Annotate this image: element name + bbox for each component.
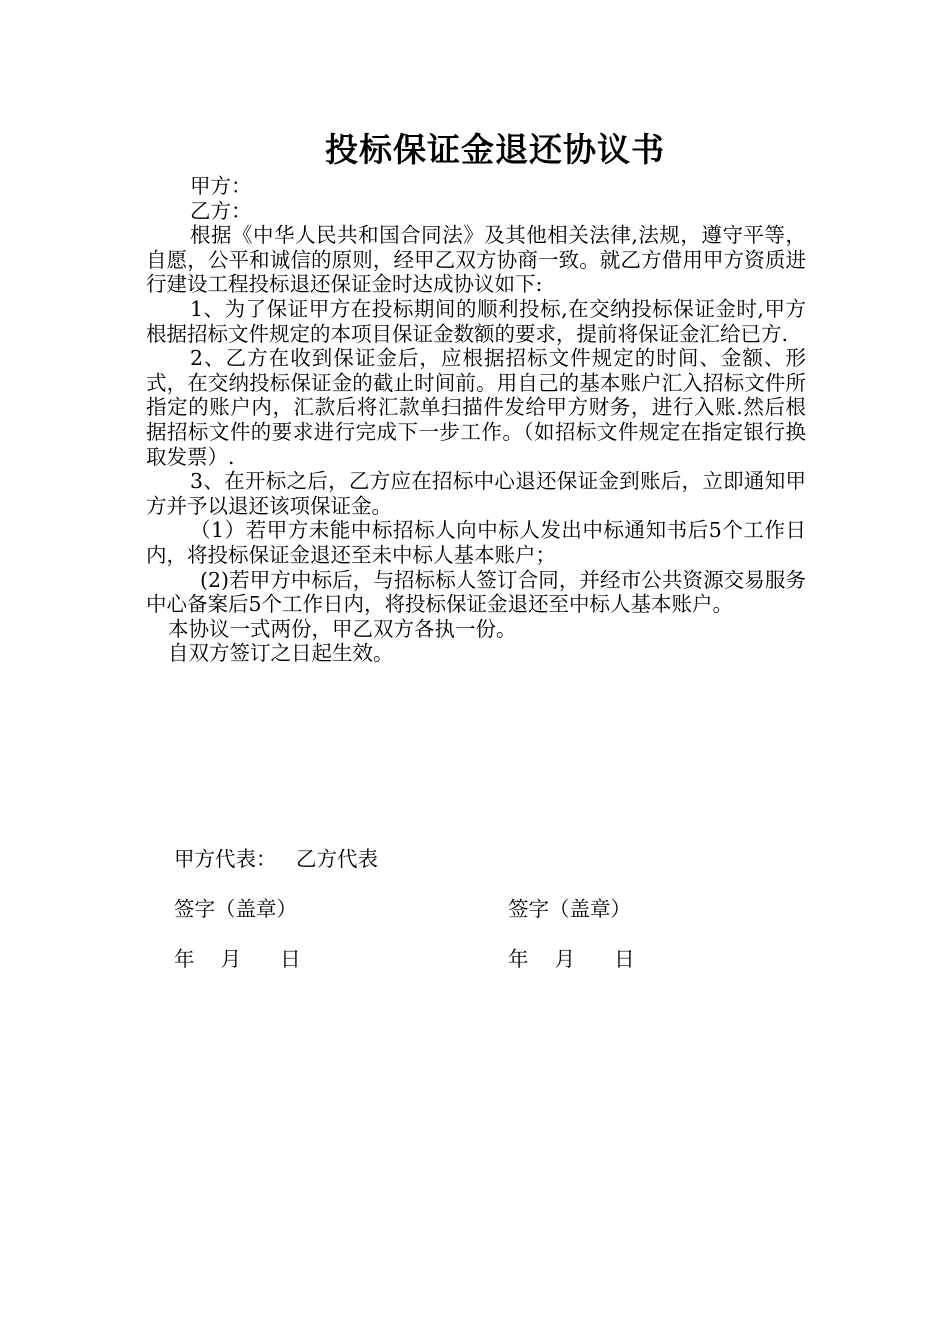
representatives-line: 甲方代表： 乙方代表 [174,847,379,871]
paragraph-sub-2: (2)若甲方中标后，与招标标人签订合同，并经市公共资源交易服务中心备案后5个工作日内，将投标保证金退还至中标人基本账户。 [146,567,806,617]
party-b-label: 乙方： [190,198,252,223]
paragraph-clause-1: 1、为了保证甲方在投标期间的顺利投标,在交纳投标保证金时,甲方根据招标文件规定的本项目保证金数额的要求，提前将保证金汇给已方. [146,296,806,346]
party-b-date: 年 月 日 [508,947,635,971]
paragraph-clause-2: 2、乙方在收到保证金后，应根据招标文件规定的时间、金额、形式，在交纳投标保证金的截止时间前。用自己的基本账户汇入招标文件所指定的账户内，汇款后将汇款单扫描件发给甲方财务，进行入账.然后根据招标文件的要求进行完成下一步工作。（如招标文件规定在指定银行换取发票）. [146,346,806,469]
party-a-signature: 签字（盖章） [174,897,297,921]
paragraph-sub-1: （1）若甲方未能中标招标人向中标人发出中标通知书后5个工作日内，将投标保证金退还至未中标人基本账户； [146,518,806,567]
paragraph-intro: 根据《中华人民共和国合同法》及其他相关法律,法规，遵守平等，自愿，公平和诚信的原则，经甲乙双方协商一致。就乙方借用甲方资质进行建设工程投标退还保证金时达成协议如下: [146,223,806,297]
document-title: 投标保证金退还协议书 [325,130,665,169]
party-a-label: 甲方： [190,174,252,198]
paragraph-copies: 本协议一式两份，甲乙双方各执一份。 [168,616,517,641]
party-a-date: 年 月 日 [174,947,301,971]
paragraph-clause-3: 3、在开标之后，乙方应在招标中心退还保证金到账后，立即通知甲方并予以退还该项保证金。 [146,469,806,518]
document-body [146,174,806,666]
paragraph-effective: 自双方签订之日起生效。 [168,641,394,666]
party-b-signature: 签字（盖章） [508,897,631,921]
